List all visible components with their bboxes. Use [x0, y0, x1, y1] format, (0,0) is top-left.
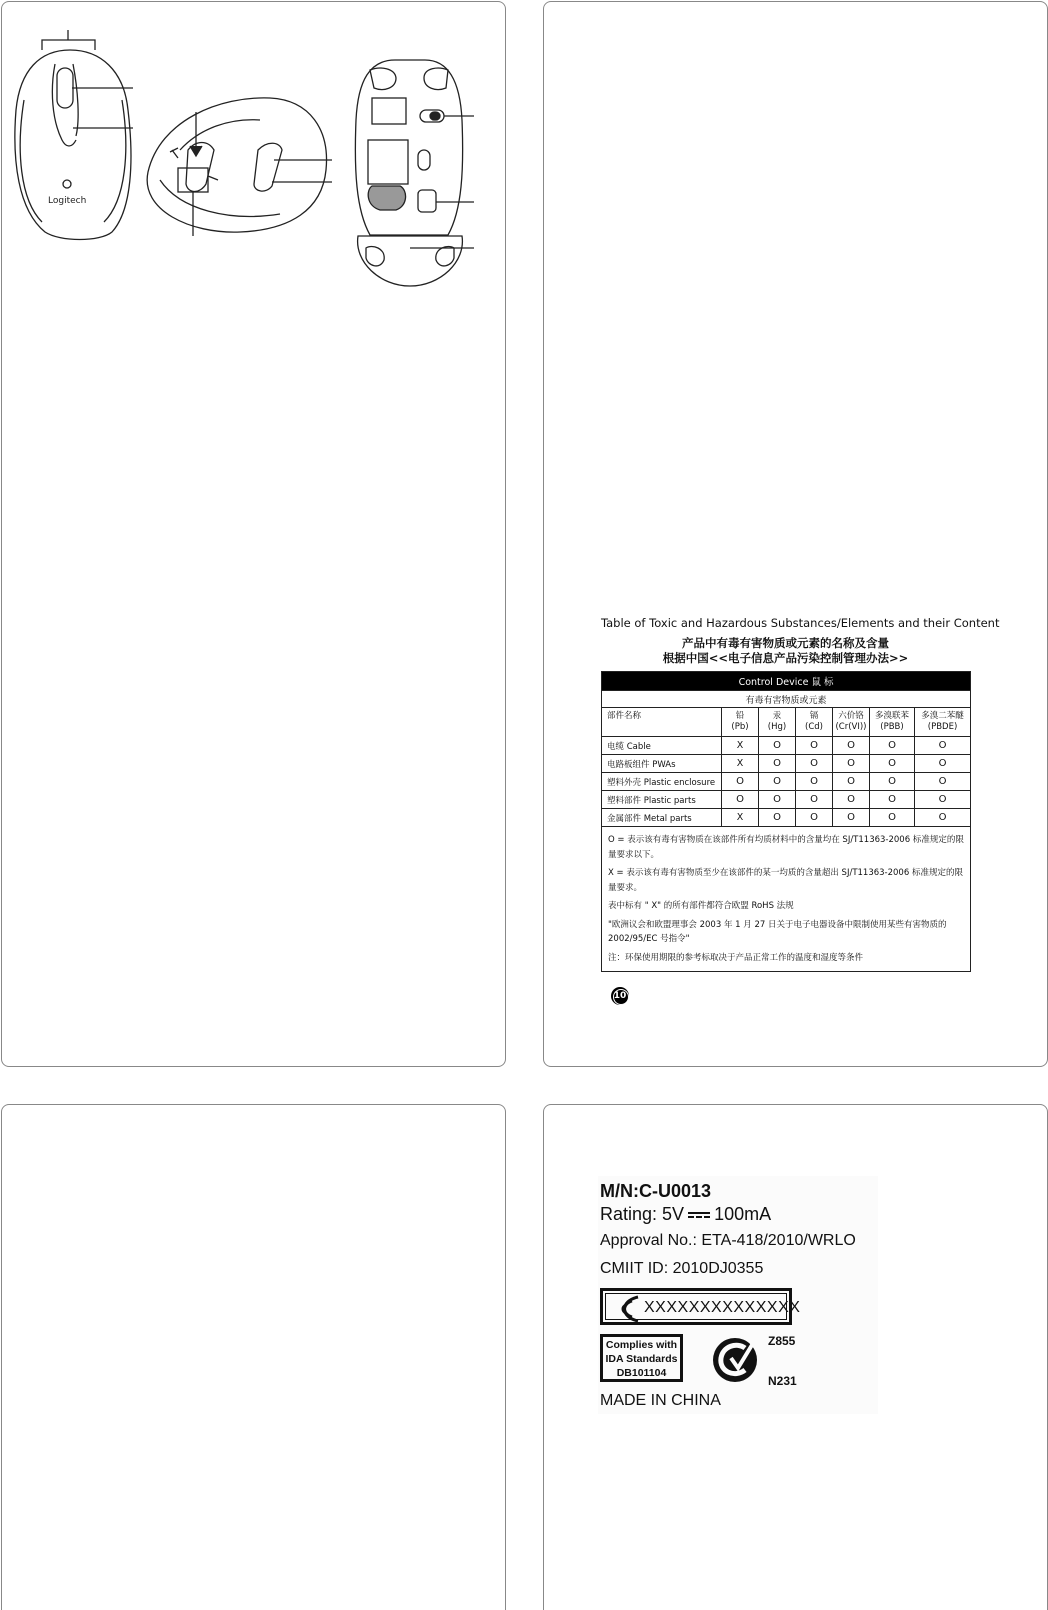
- note-x: X = 表示该有毒有害物质至少在该部件的某一均质的含量超出 SJ/T11363-2006 标准规定的限量要求。: [608, 868, 963, 893]
- column-header: 汞 (Hg): [759, 708, 796, 737]
- note-rohs: 表中标有 " X" 的所有部件都符合欧盟 RoHS 法规: [608, 901, 794, 911]
- hazardous-substances-table: [601, 671, 971, 972]
- note-o: O = 表示该有毒有害物质在该部件所有均质材料中的含量均在 SJ/T11363-2006 标准规定的限量要求以下。: [608, 835, 964, 860]
- c-tick-icon: [711, 1336, 766, 1384]
- c-tick-code-bottom: N231: [768, 1374, 797, 1388]
- note-epup: 注：环保使用期限的参考标取决于产品正常工作的温度和湿度等条件: [608, 952, 864, 963]
- substances-header: 有毒有害物质或元素: [602, 691, 971, 708]
- device-header: Control Device 鼠 标: [602, 672, 971, 691]
- part-column-header: 部件名称: [602, 708, 722, 737]
- made-in-china: MADE IN CHINA: [600, 1392, 721, 1409]
- certification-box: [600, 1288, 801, 1325]
- hazardous-substances-section: [601, 616, 1000, 972]
- cmiit-id: CMIIT ID: 2010DJ0355: [600, 1260, 764, 1277]
- table-row: 电路板组件 PWAs X O O O O O: [602, 755, 971, 773]
- regulatory-label: [598, 1176, 878, 1414]
- table-title-zh: 产品中有毒有害物质或元素的名称及含量: [682, 636, 889, 650]
- mouse-bottom-view-illustration: [355, 60, 462, 286]
- epup-10-icon: 10: [611, 987, 629, 1005]
- column-header: 镉 (Cd): [796, 708, 833, 737]
- table-row: 塑料外壳 Plastic enclosure O O O O O O: [602, 773, 971, 791]
- logo-text: Logitech: [48, 196, 87, 206]
- column-header-row: [602, 708, 971, 737]
- table-notes: [602, 827, 971, 972]
- table-row: 金属部件 Metal parts X O O O O O: [602, 809, 971, 827]
- model-number: M/N:C-U0013: [600, 1181, 712, 1201]
- ida-standards-badge: Complies with IDA Standards DB101104: [600, 1334, 683, 1382]
- column-header: 多溴二苯醚 (PBDE): [915, 708, 971, 737]
- note-directive: "欧洲议会和欧盟理事会 2003 年 1 月 27 日关于电子电器设备中限制使用某些有害物质的 2002/95/EC 号指令": [608, 919, 947, 944]
- rating: Rating: 5V 100mA: [600, 1204, 772, 1224]
- table-subtitle-zh: 根据中国<<电子信息产品污染控制管理办法>>: [662, 651, 909, 665]
- dc-current-icon: [688, 1210, 710, 1220]
- mouse-angled-view-illustration: [147, 98, 326, 232]
- mouse-illustrations: [0, 0, 1048, 300]
- table-row: 电缆 Cable X O O O O O: [602, 737, 971, 755]
- c-tick-code-top: Z855: [768, 1334, 796, 1348]
- table-title-en: Table of Toxic and Hazardous Substances/Elements and their Content: [601, 616, 1000, 630]
- certification-code: XXXXXXXXXXXXXX: [644, 1299, 801, 1316]
- column-header: 多溴联苯 (PBB): [870, 708, 915, 737]
- column-header: 铅 (Pb): [722, 708, 759, 737]
- column-header: 六价铬 (Cr(VI)): [833, 708, 870, 737]
- table-row: 塑料部件 Plastic parts O O O O O O: [602, 791, 971, 809]
- approval-number: Approval No.: ETA-418/2010/WRLO: [600, 1232, 856, 1249]
- radio-waves-icon: [610, 1295, 640, 1323]
- panel-bottom-left: [1, 1104, 506, 1610]
- mouse-top-view-illustration: [15, 50, 131, 240]
